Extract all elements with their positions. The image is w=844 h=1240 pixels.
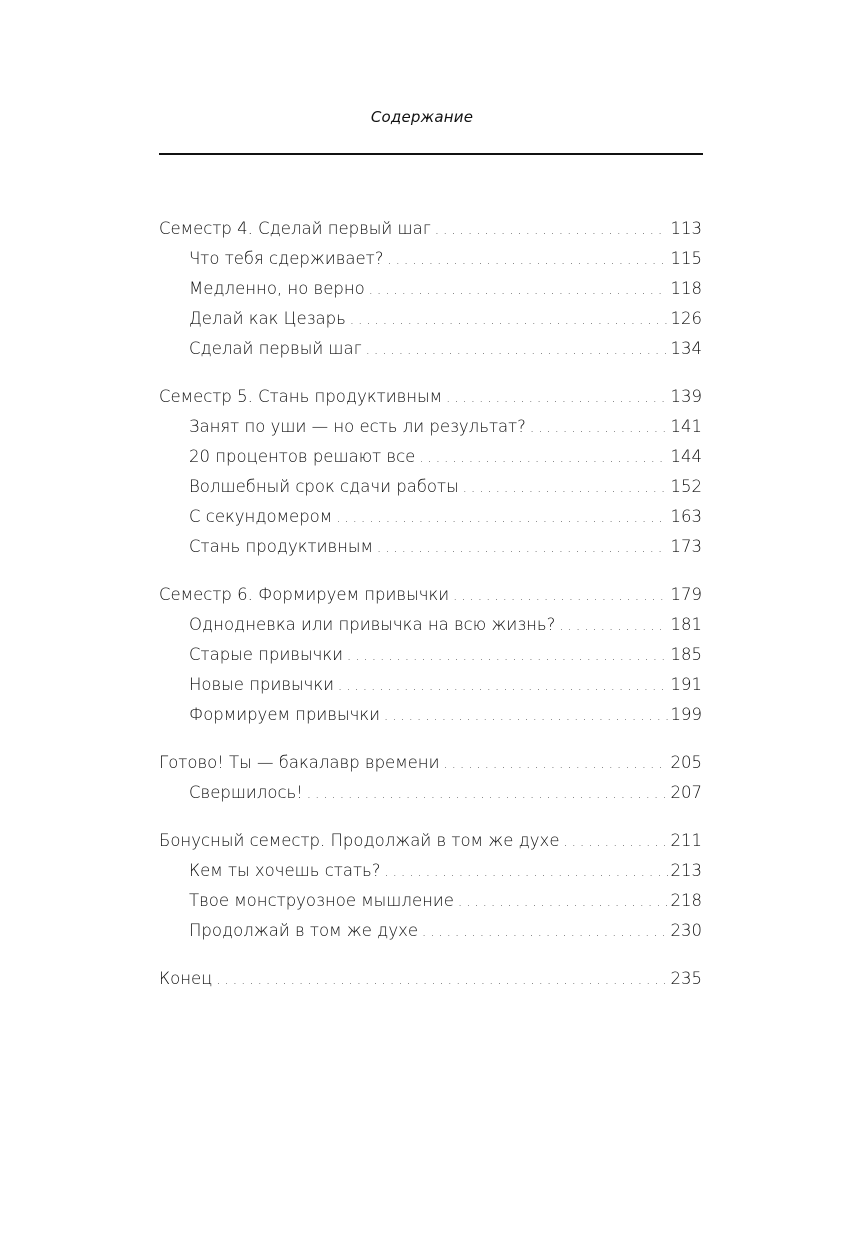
dot-leader — [338, 672, 667, 700]
toc-entry-title: Семестр 5. Стань продуктивным — [159, 387, 443, 406]
toc-subentry[interactable] — [159, 532, 702, 562]
dot-leader — [388, 246, 668, 274]
toc-subentry[interactable] — [159, 610, 702, 640]
toc-page-number: 113 — [670, 219, 702, 238]
toc-subentry[interactable] — [159, 778, 702, 808]
toc-chapter-entry[interactable] — [159, 580, 702, 610]
dot-leader — [559, 612, 667, 640]
toc-chapter-entry[interactable] — [159, 748, 702, 778]
toc-entry-title: Конец — [159, 969, 213, 988]
toc-page-number: 230 — [670, 921, 702, 940]
toc-chapter-entry[interactable] — [159, 964, 702, 994]
toc-page-number: 179 — [670, 585, 702, 604]
toc-chapter-entry[interactable] — [159, 382, 702, 412]
toc-page-number: 126 — [670, 309, 702, 328]
dot-leader — [336, 504, 667, 532]
toc-page-number: 205 — [670, 753, 702, 772]
toc-entry-title: Продолжай в том же духе — [189, 921, 418, 940]
toc-subentry[interactable] — [159, 412, 702, 442]
table-of-contents — [159, 214, 702, 1012]
dot-leader — [463, 474, 668, 502]
toc-page-number: 181 — [670, 615, 702, 634]
toc-entry-title: Бонусный семестр. Продолжай в том же духе — [159, 831, 560, 850]
toc-page-number: 207 — [670, 783, 702, 802]
toc-entry-title: Кем ты хочешь стать? — [189, 861, 381, 880]
toc-entry-title: Делай как Цезарь — [189, 309, 346, 328]
toc-subentry[interactable] — [159, 244, 702, 274]
toc-page-number: 235 — [670, 969, 702, 988]
toc-page-number: 152 — [670, 477, 702, 496]
dot-leader — [419, 444, 667, 472]
toc-subentry[interactable] — [159, 856, 702, 886]
toc-subentry[interactable] — [159, 700, 702, 730]
toc-section — [159, 214, 702, 364]
toc-page-number: 115 — [670, 249, 702, 268]
dot-leader — [377, 534, 668, 562]
toc-subentry[interactable] — [159, 472, 702, 502]
dot-leader — [350, 306, 668, 334]
toc-entry-title: С секундомером — [189, 507, 333, 526]
toc-section — [159, 580, 702, 730]
toc-section — [159, 964, 702, 994]
toc-entry-title: Старые привычки — [189, 645, 344, 664]
dot-leader — [307, 780, 668, 808]
toc-page-number: 173 — [670, 537, 702, 556]
toc-subentry[interactable] — [159, 274, 702, 304]
toc-page-number: 213 — [670, 861, 702, 880]
header-rule — [159, 153, 703, 155]
dot-leader — [453, 582, 667, 610]
dot-leader — [385, 858, 668, 886]
toc-page-number: 134 — [670, 339, 702, 358]
toc-entry-title: Семестр 6. Формируем привычки — [159, 585, 450, 604]
dot-leader — [422, 918, 668, 946]
toc-chapter-entry[interactable] — [159, 214, 702, 244]
dot-leader — [384, 702, 668, 730]
toc-entry-title: Медленно, но верно — [189, 279, 365, 298]
toc-subentry[interactable] — [159, 502, 702, 532]
toc-page-number: 141 — [670, 417, 702, 436]
toc-section — [159, 748, 702, 808]
toc-subentry[interactable] — [159, 640, 702, 670]
toc-section — [159, 826, 702, 946]
toc-page-number: 218 — [670, 891, 702, 910]
dot-leader — [369, 276, 668, 304]
running-head-title: Содержание — [370, 108, 474, 126]
toc-page-number: 199 — [670, 705, 702, 724]
toc-page-number: 185 — [670, 645, 702, 664]
toc-subentry[interactable] — [159, 886, 702, 916]
toc-page-number: 163 — [670, 507, 702, 526]
toc-subentry[interactable] — [159, 334, 702, 364]
toc-page-number: 139 — [670, 387, 702, 406]
toc-section — [159, 382, 702, 562]
toc-page-number: 144 — [670, 447, 702, 466]
toc-entry-title: Семестр 4. Сделай первый шаг — [159, 219, 431, 238]
toc-entry-title: Формируем привычки — [189, 705, 380, 724]
toc-subentry[interactable] — [159, 442, 702, 472]
toc-subentry[interactable] — [159, 304, 702, 334]
toc-entry-title: Свершилось! — [189, 783, 303, 802]
toc-entry-title: Готово! Ты — бакалавр времени — [159, 753, 440, 772]
toc-entry-title: Твое монструозное мышление — [189, 891, 454, 910]
toc-entry-title: Однодневка или привычка на всю жизнь? — [189, 615, 556, 634]
dot-leader — [446, 384, 667, 412]
toc-page-number: 211 — [670, 831, 702, 850]
toc-page-number: 191 — [670, 675, 702, 694]
dot-leader — [563, 828, 667, 856]
toc-subentry[interactable] — [159, 670, 702, 700]
toc-page-number: 118 — [670, 279, 702, 298]
toc-entry-title: 20 процентов решают все — [189, 447, 416, 466]
dot-leader — [458, 888, 668, 916]
toc-entry-title: Волшебный срок сдачи работы — [189, 477, 459, 496]
toc-entry-title: Стань продуктивным — [189, 537, 373, 556]
toc-entry-title: Что тебя сдерживает? — [189, 249, 384, 268]
dot-leader — [443, 750, 667, 778]
dot-leader — [216, 966, 667, 994]
dot-leader — [366, 336, 668, 364]
toc-entry-title: Новые привычки — [189, 675, 335, 694]
toc-entry-title: Сделай первый шаг — [189, 339, 362, 358]
toc-chapter-entry[interactable] — [159, 826, 702, 856]
dot-leader — [530, 414, 668, 442]
dot-leader — [435, 216, 668, 244]
toc-subentry[interactable] — [159, 916, 702, 946]
toc-entry-title: Занят по уши — но есть ли результат? — [189, 417, 526, 436]
dot-leader — [347, 642, 667, 670]
